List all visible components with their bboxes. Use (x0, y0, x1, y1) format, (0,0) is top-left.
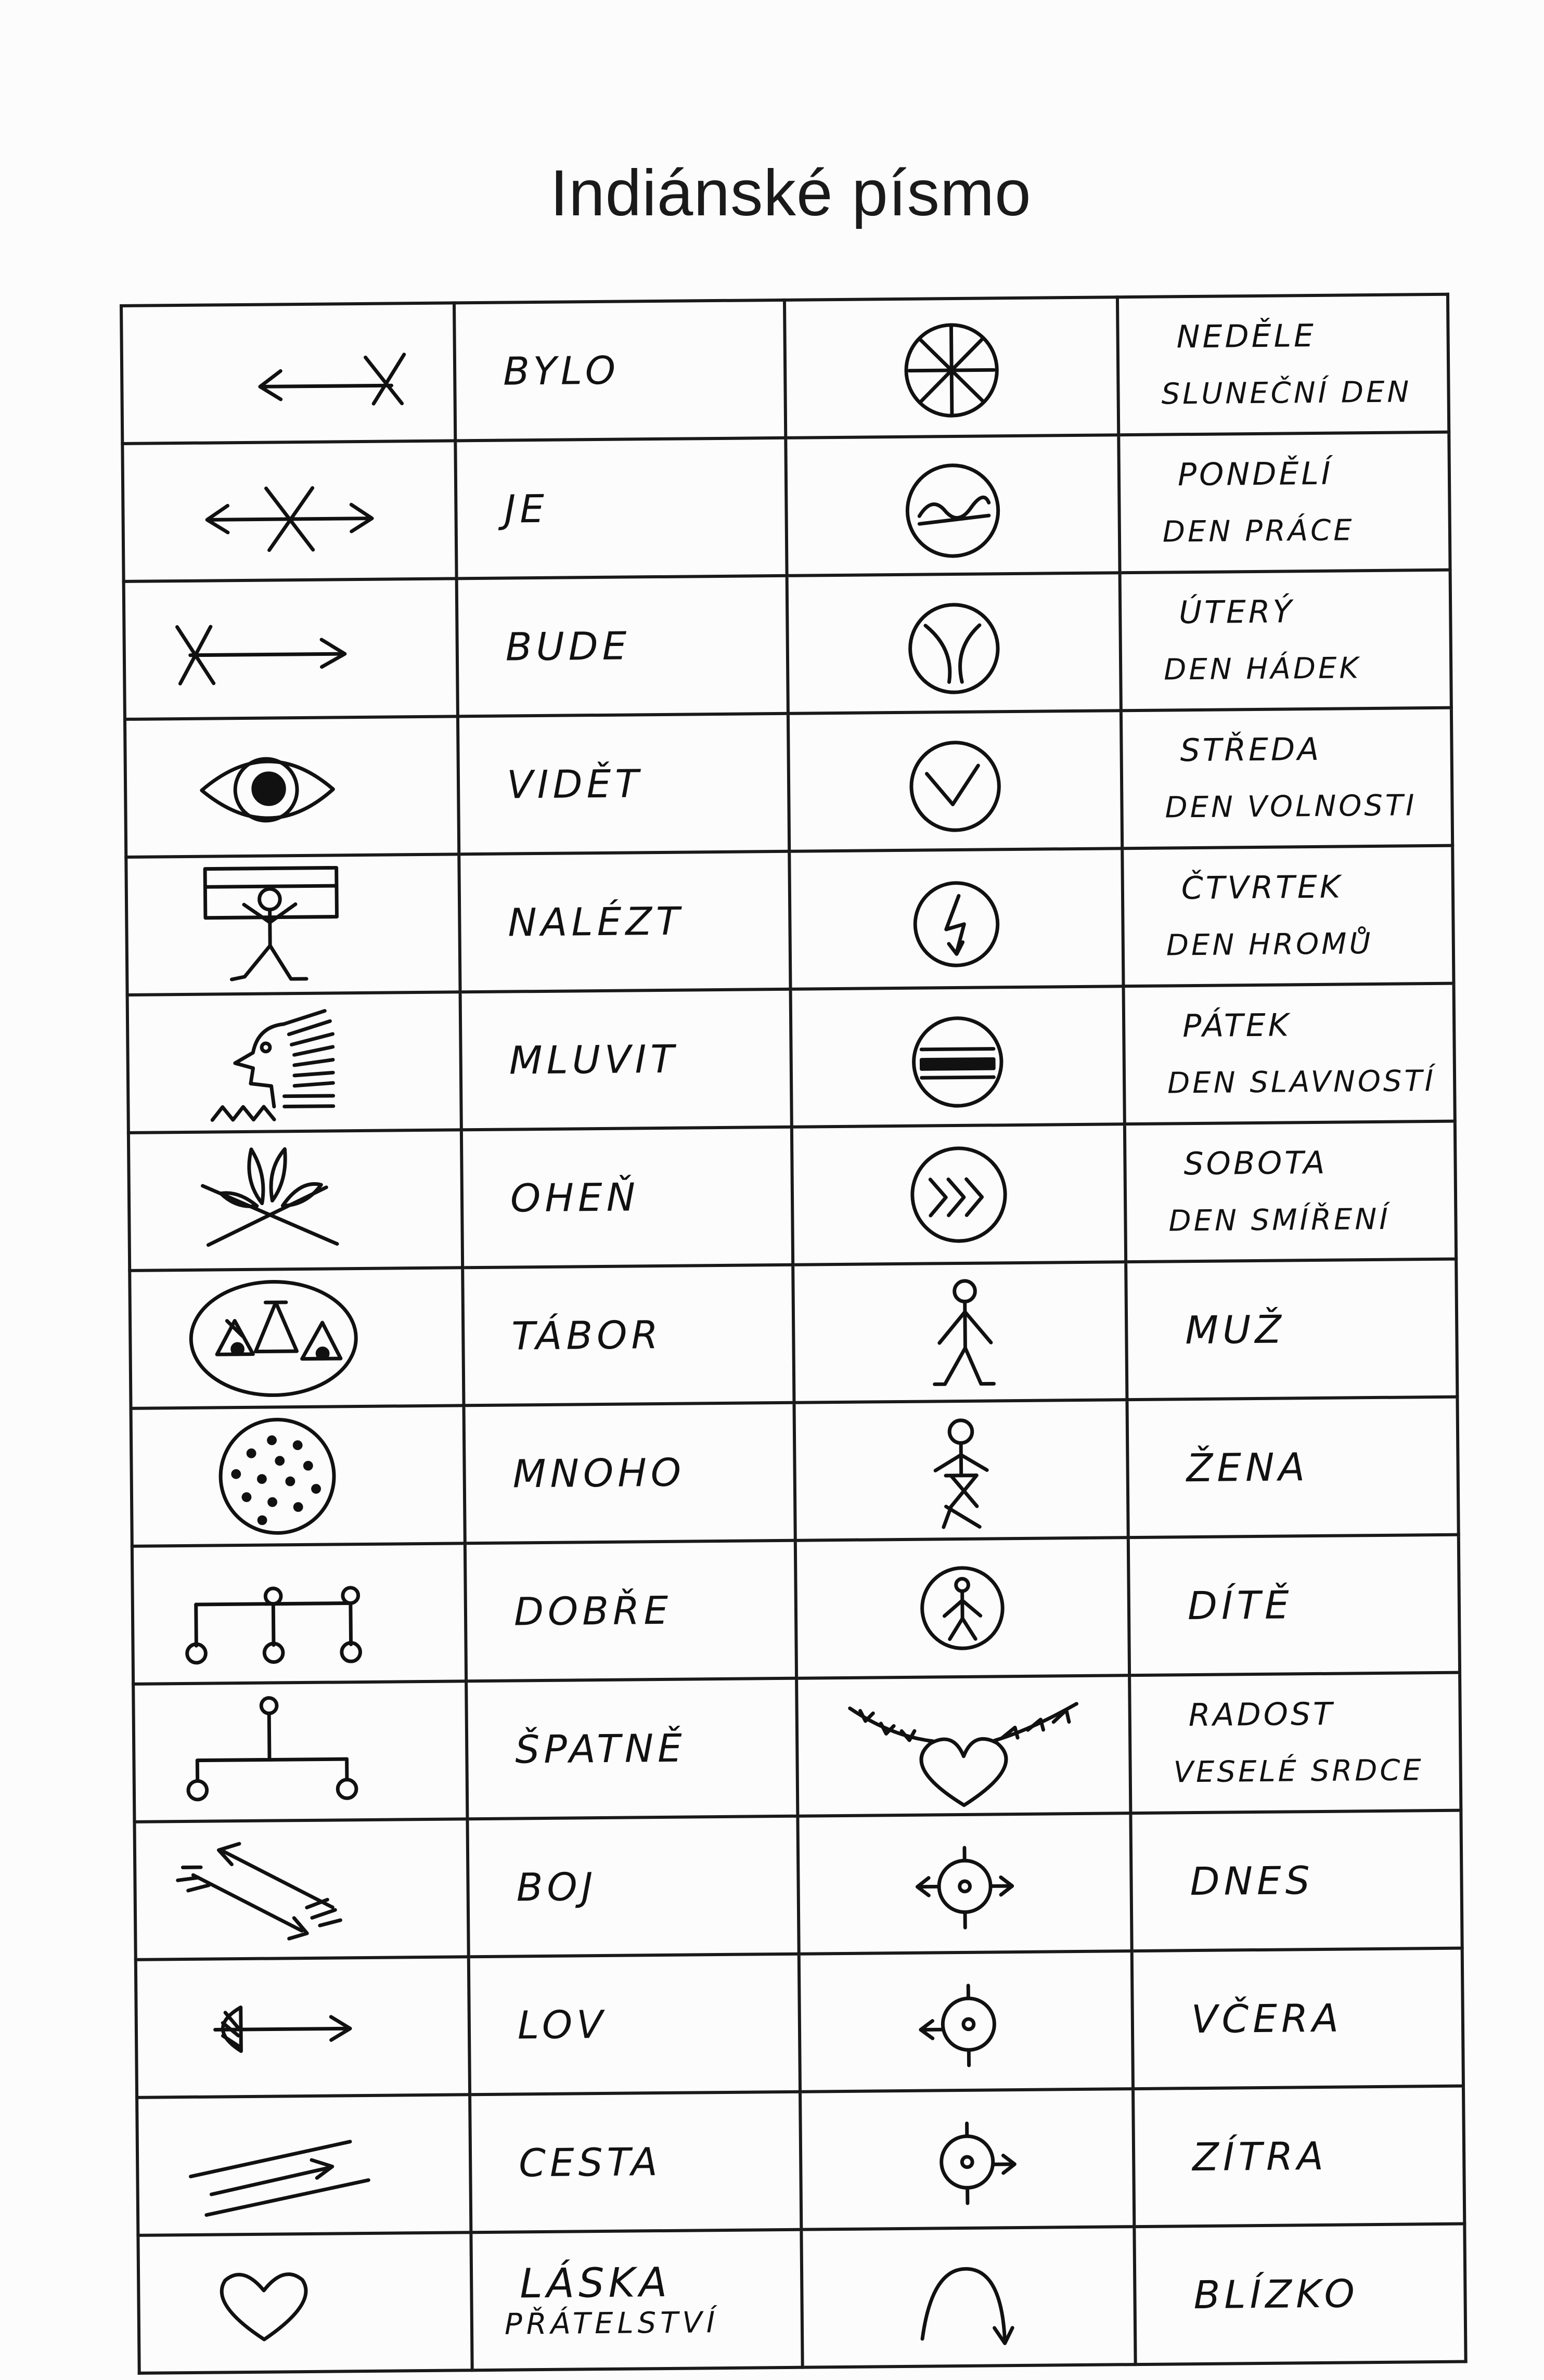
day-label: RADOST (1188, 1696, 1335, 1734)
table-row (128, 1121, 1456, 1271)
man-figure-icon (793, 1262, 1127, 1403)
table-row (125, 708, 1452, 857)
word-label: VIDĚT (506, 761, 643, 808)
word-label: JE (504, 486, 549, 532)
word-label: DOBŘE (513, 1588, 673, 1634)
arc-arrow-icon (801, 2227, 1135, 2368)
table-row (126, 846, 1453, 995)
word-label: OHEŇ (510, 1174, 640, 1221)
speaking-head-icon (127, 992, 461, 1133)
word-label: MNOHO (512, 1450, 686, 1496)
word-label: TÁBOR (511, 1312, 663, 1359)
woman-figure-icon (794, 1400, 1128, 1541)
table-row (121, 294, 1449, 444)
circle-arrow-left-icon (799, 1951, 1133, 2092)
campfire-icon (128, 1130, 462, 1271)
heart-garland-icon (796, 1675, 1130, 1816)
circle-arrow-right-icon (800, 2089, 1134, 2230)
table-row (137, 2086, 1464, 2235)
chevrons-circle-icon (792, 1124, 1126, 1265)
day-label: MUŽ (1185, 1307, 1286, 1353)
symbol-table (120, 293, 1468, 2375)
dotted-circle-icon (131, 1405, 465, 1546)
day-label: DNES (1190, 1858, 1314, 1904)
table-row (133, 1673, 1461, 1822)
day-label: NEDĚLE (1176, 317, 1317, 355)
child-in-circle-icon (795, 1537, 1129, 1678)
day-label: STŘEDA (1180, 731, 1322, 769)
page-title: Indiánské písmo (550, 157, 1032, 229)
day-sub-label: DEN PRÁCE (1162, 513, 1355, 549)
sun-wheel-circle-icon (784, 297, 1118, 438)
lightning-circle-icon (789, 848, 1123, 989)
table-row (127, 984, 1455, 1133)
day-label: PÁTEK (1182, 1006, 1292, 1044)
arrow-left-from-x-icon (121, 303, 455, 444)
day-label: DÍTĚ (1187, 1582, 1294, 1628)
path-lines-icon (137, 2094, 471, 2235)
word-label: MLUVIT (509, 1037, 678, 1083)
word-label: BYLO (503, 348, 620, 394)
wave-circle-icon (786, 435, 1120, 576)
day-sub-label: VESELÉ SRDCE (1173, 1753, 1424, 1789)
check-circle-icon (788, 710, 1122, 851)
double-arrow-through-x-icon (122, 441, 456, 581)
day-label: PONDĚLÍ (1177, 455, 1333, 493)
day-sub-label: DEN SLAVNOSTÍ (1167, 1064, 1436, 1100)
word-label: LÁSKA (519, 2259, 672, 2308)
bars-circle-icon (791, 986, 1125, 1127)
table-row (131, 1397, 1459, 1546)
crossed-circle-icon (787, 573, 1121, 714)
day-label: ÚTERÝ (1178, 593, 1295, 631)
word-label: BOJ (516, 1864, 597, 1910)
word-label: LOV (517, 2002, 608, 2048)
table-row (130, 1259, 1457, 1408)
word-label: NALÉZT (508, 899, 684, 946)
table-row (134, 1810, 1462, 1960)
word-label: BUDE (505, 623, 631, 670)
day-sub-label: DEN HÁDEK (1163, 651, 1361, 687)
table-row (132, 1535, 1460, 1684)
figure-holding-box-icon (126, 854, 460, 995)
hunting-arrow-icon (136, 1957, 470, 2098)
day-label: SOBOTA (1183, 1144, 1328, 1182)
day-sub-label: DEN HROMŮ (1166, 926, 1373, 962)
word-sub-label: PŘÁTELSTVÍ (504, 2306, 719, 2342)
symbol-table-sheet (120, 293, 1464, 2342)
ring-over-bar-icon (133, 1681, 467, 1822)
day-label: VČERA (1191, 1996, 1343, 2042)
three-hanging-rings-icon (132, 1543, 466, 1684)
day-label: ČTVRTEK (1181, 869, 1343, 907)
day-sub-label: SLUNEČNÍ DEN (1161, 374, 1412, 411)
table-row (136, 1948, 1463, 2098)
word-label: ŠPATNĚ (514, 1726, 687, 1772)
day-label: ŽENA (1186, 1444, 1309, 1491)
word-label: CESTA (518, 2139, 662, 2185)
tipi-camp-icon (130, 1267, 464, 1408)
heart-icon (138, 2232, 472, 2373)
crossed-arrows-icon (134, 1819, 468, 1960)
table-row (138, 2224, 1465, 2373)
arrow-right-from-x-icon (124, 578, 458, 719)
table-row (124, 570, 1451, 719)
day-sub-label: DEN VOLNOSTI (1165, 788, 1417, 824)
eye-icon (125, 716, 459, 857)
day-label: ZÍTRA (1192, 2133, 1328, 2180)
table-row (122, 432, 1450, 581)
day-sub-label: DEN SMÍŘENÍ (1168, 1202, 1391, 1238)
day-label: BLÍZKO (1193, 2271, 1359, 2318)
circle-two-arrows-icon (797, 1813, 1131, 1954)
